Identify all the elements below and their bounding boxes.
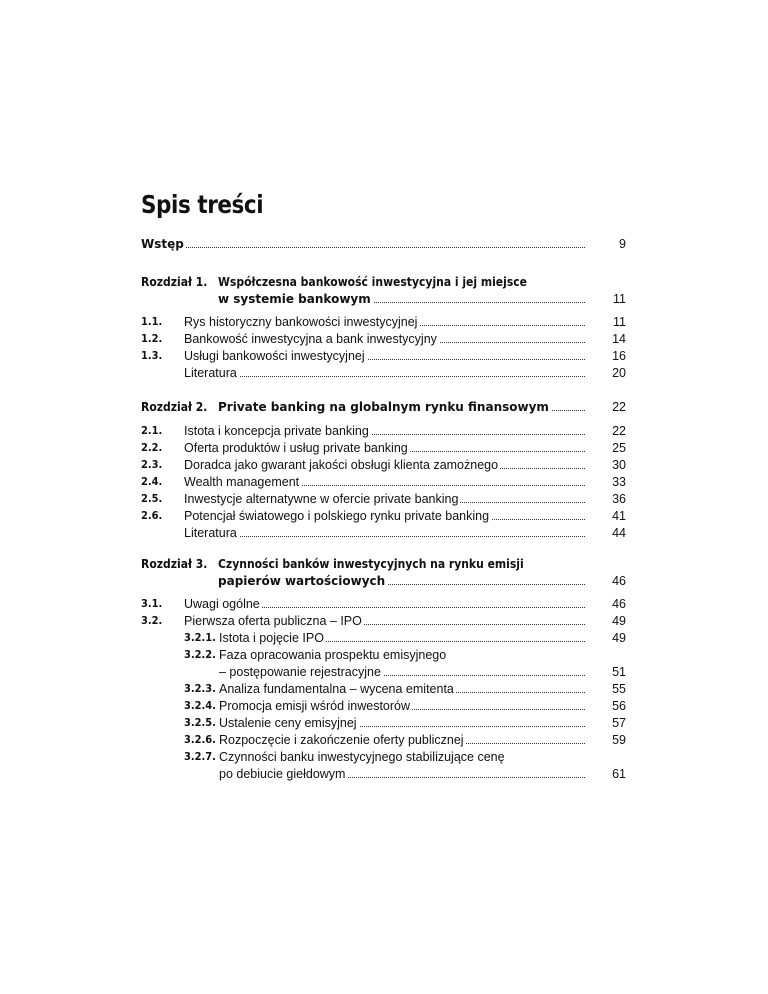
section-number: 1.3. bbox=[141, 349, 163, 362]
subsection-number: 3.2.1. bbox=[184, 631, 216, 644]
section-title: Wealth management bbox=[184, 475, 300, 489]
toc-page-number: 49 bbox=[612, 614, 626, 628]
toc-page-number: 11 bbox=[613, 315, 626, 329]
section-number: 2.2. bbox=[141, 441, 163, 454]
section-title: Oferta produktów i usług private banking bbox=[184, 441, 408, 455]
toc-page-number: 33 bbox=[612, 475, 626, 489]
leader-dots bbox=[141, 247, 585, 248]
section-number: 2.4. bbox=[141, 475, 163, 488]
toc-page-number: 59 bbox=[612, 733, 626, 747]
section-number: 1.2. bbox=[141, 332, 163, 345]
section-title: Potencjał światowego i polskiego rynku private banking bbox=[184, 509, 490, 523]
toc-page-number: 22 bbox=[612, 424, 626, 438]
subsection-title: po debiucie giełdowym bbox=[219, 767, 346, 781]
chapter-title: papierów wartościowych bbox=[218, 574, 386, 588]
section-title: Bankowość inwestycyjna a bank inwestycyjny bbox=[184, 332, 437, 346]
toc-page-number: 55 bbox=[612, 682, 626, 696]
toc-page-number: 25 bbox=[612, 441, 626, 455]
toc-page-number: 22 bbox=[612, 400, 626, 414]
section-title: Rys historyczny bankowości inwestycyjnej bbox=[184, 315, 418, 329]
toc-page-number: 44 bbox=[612, 526, 626, 540]
toc-page-number: 56 bbox=[612, 699, 626, 713]
subsection-title: Ustalenie ceny emisyjnej bbox=[219, 716, 357, 730]
section-number: 3.2. bbox=[141, 614, 163, 627]
subsection-title: Istota i pojęcie IPO bbox=[219, 631, 324, 645]
subsection-number: 3.2.2. bbox=[184, 648, 216, 661]
subsection-number: 3.2.3. bbox=[184, 682, 216, 695]
section-title: Literatura bbox=[184, 526, 237, 540]
toc-page-number: 61 bbox=[612, 767, 626, 781]
subsection-title: Rozpoczęcie i zakończenie oferty publicznej bbox=[219, 733, 464, 747]
section-number: 3.1. bbox=[141, 597, 163, 610]
toc-page-number: 20 bbox=[612, 366, 626, 380]
subsection-title-line: Faza opracowania prospektu emisyjnego bbox=[219, 648, 447, 662]
toc-page-number: 36 bbox=[612, 492, 626, 506]
leader-dots bbox=[184, 536, 585, 537]
subsection-number: 3.2.7. bbox=[184, 750, 216, 763]
section-title: Literatura bbox=[184, 366, 237, 380]
toc-page-number: 57 bbox=[612, 716, 626, 730]
toc-page-number: 46 bbox=[612, 597, 626, 611]
toc-page-number: 14 bbox=[612, 332, 626, 346]
chapter-number: Rozdział 2. bbox=[141, 400, 208, 414]
subsection-title: Analiza fundamentalna – wycena emitenta bbox=[219, 682, 454, 696]
toc-page-number: 46 bbox=[612, 574, 626, 588]
page-title: Spis treści bbox=[141, 190, 264, 219]
section-title: Inwestycje alternatywne w ofercie private banking bbox=[184, 492, 459, 506]
chapter-title-line: Czynności banków inwestycyjnych na rynku emisji bbox=[218, 557, 524, 571]
toc-page-number: 51 bbox=[612, 665, 626, 679]
section-number: 2.6. bbox=[141, 509, 163, 522]
subsection-title-line: Czynności banku inwestycyjnego stabilizujące cenę bbox=[219, 750, 505, 764]
subsection-title: – postępowanie rejestracyjne bbox=[219, 665, 381, 679]
subsection-number: 3.2.4. bbox=[184, 699, 216, 712]
subsection-number: 3.2.6. bbox=[184, 733, 216, 746]
section-number: 2.5. bbox=[141, 492, 163, 505]
chapter-number: Rozdział 3. bbox=[141, 557, 208, 571]
section-title: Doradca jako gwarant jakości obsługi klienta zamożnego bbox=[184, 458, 499, 472]
toc-page-number: 16 bbox=[612, 349, 626, 363]
subsection-number: 3.2.5. bbox=[184, 716, 216, 729]
section-title: Pierwsza oferta publiczna – IPO bbox=[184, 614, 362, 628]
leader-dots bbox=[184, 376, 585, 377]
toc-page-number: 49 bbox=[612, 631, 626, 645]
toc-page-number: 41 bbox=[612, 509, 626, 523]
section-title: Istota i koncepcja private banking bbox=[184, 424, 369, 438]
chapter-title: w systemie bankowym bbox=[218, 292, 371, 306]
section-title: Uwagi ogólne bbox=[184, 597, 260, 611]
chapter-title: Private banking na globalnym rynku finansowym bbox=[218, 400, 549, 414]
chapter-number: Rozdział 1. bbox=[141, 275, 208, 289]
toc-page-number: 11 bbox=[613, 292, 626, 306]
section-number: 2.3. bbox=[141, 458, 163, 471]
toc-page-number: 9 bbox=[619, 237, 626, 251]
toc-page-number: 30 bbox=[612, 458, 626, 472]
section-number: 1.1. bbox=[141, 315, 163, 328]
subsection-title: Promocja emisji wśród inwestorów bbox=[219, 699, 411, 713]
section-number: 2.1. bbox=[141, 424, 163, 437]
toc-entry-title: Wstęp bbox=[141, 237, 184, 251]
section-title: Usługi bankowości inwestycyjnej bbox=[184, 349, 365, 363]
chapter-title-line: Współczesna bankowość inwestycyjna i jej miejsce bbox=[218, 275, 527, 289]
